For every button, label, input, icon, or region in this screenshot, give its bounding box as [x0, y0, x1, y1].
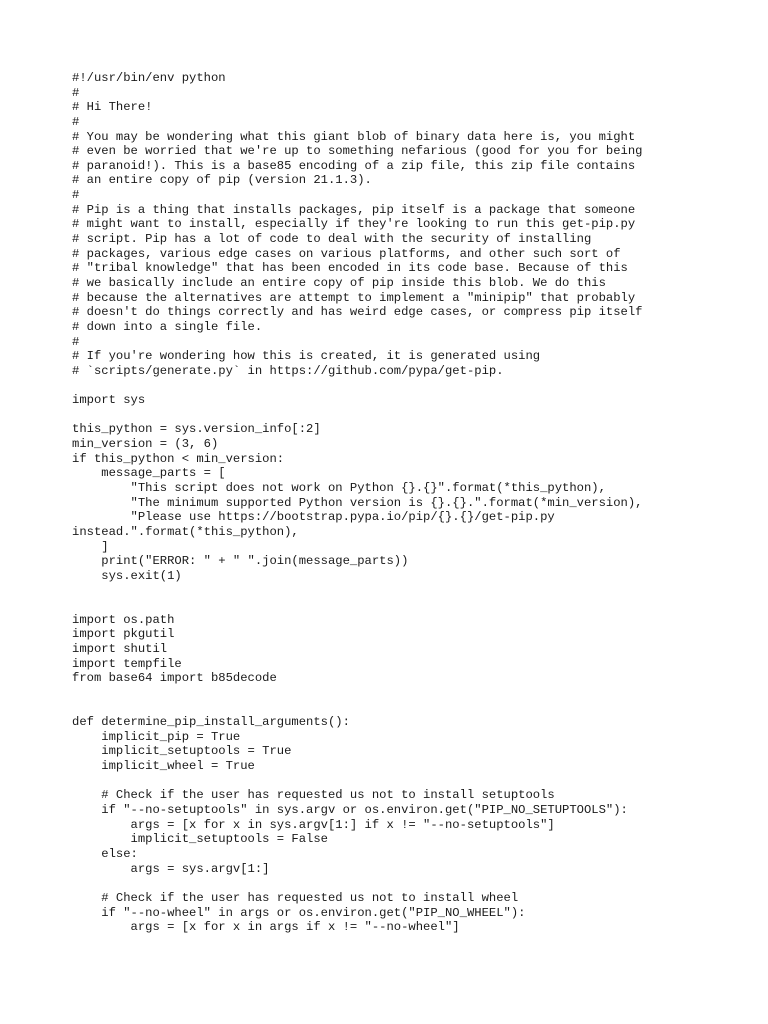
- code-line: import os.path: [72, 612, 175, 627]
- code-line: #!/usr/bin/env python: [72, 71, 226, 85]
- code-line: # script. Pip has a lot of code to deal with the security of installing: [72, 232, 592, 247]
- code-line: args = sys.argv[1:]: [72, 861, 270, 876]
- code-line: # If you're wondering how this is created, it is generated using: [72, 349, 541, 364]
- code-line: #: [72, 334, 80, 349]
- code-line: if this_python < min_version:: [72, 451, 285, 466]
- code-line: "Please use https://bootstrap.pypa.io/pip/{}.{}/get-pip.py: [72, 510, 555, 525]
- code-listing: [72, 71, 752, 935]
- code-line: message_parts = [: [72, 466, 226, 481]
- code-line: else:: [72, 846, 138, 861]
- code-line: args = [x for x in sys.argv[1:] if x != "--no-setuptools"]: [72, 817, 555, 832]
- code-line: # because the alternatives are attempt to implement a "minipip" that probably: [72, 290, 636, 305]
- code-line: # might want to install, especially if they're looking to run this get-pip.py: [72, 217, 636, 232]
- code-line: [72, 686, 752, 701]
- code-line: # Pip is a thing that installs packages, pip itself is a package that someone: [72, 202, 636, 217]
- code-line: "The minimum supported Python version is {}.{}.".format(*min_version),: [72, 495, 643, 510]
- code-line: # even be worried that we're up to something nefarious (good for you for being: [72, 144, 643, 159]
- code-line: [72, 408, 752, 423]
- code-line: # we basically include an entire copy of pip inside this blob. We do this: [72, 275, 606, 290]
- code-line: print("ERROR: " + " ".join(message_parts)): [72, 554, 409, 569]
- code-line: # an entire copy of pip (version 21.1.3).: [72, 173, 372, 188]
- code-line: "This script does not work on Python {}.{}".format(*this_python),: [72, 480, 606, 495]
- code-line: import sys: [72, 393, 146, 408]
- code-line: sys.exit(1): [72, 568, 182, 583]
- code-line: this_python = sys.version_info[:2]: [72, 422, 321, 437]
- code-line: [72, 876, 752, 891]
- code-line: # doesn't do things correctly and has weird edge cases, or compress pip itself: [72, 305, 643, 320]
- code-line: min_version = (3, 6): [72, 437, 219, 452]
- code-line: # down into a single file.: [72, 319, 263, 334]
- code-line: implicit_pip = True: [72, 729, 241, 744]
- code-line: implicit_wheel = True: [72, 759, 255, 774]
- code-line: [72, 583, 752, 598]
- code-line: args = [x for x in args if x != "--no-wheel"]: [72, 920, 460, 935]
- code-line: from base64 import b85decode: [72, 671, 277, 686]
- code-line: # You may be wondering what this giant blob of binary data here is, you might: [72, 129, 636, 144]
- code-line: # paranoid!). This is a base85 encoding of a zip file, this zip file contains: [72, 158, 636, 173]
- code-line: import tempfile: [72, 656, 182, 671]
- code-line: # `scripts/generate.py` in https://github.com/pypa/get-pip.: [72, 363, 504, 378]
- code-line: #: [72, 85, 80, 100]
- code-line: instead.".format(*this_python),: [72, 524, 299, 539]
- code-line: #: [72, 188, 80, 203]
- code-line: [72, 774, 752, 789]
- code-line: #: [72, 114, 80, 129]
- code-line: # Hi There!: [72, 100, 153, 115]
- code-line: # Check if the user has requested us not to install setuptools: [72, 788, 555, 803]
- code-line: import pkgutil: [72, 627, 175, 642]
- code-line: implicit_setuptools = True: [72, 744, 292, 759]
- code-line: import shutil: [72, 641, 168, 656]
- code-line: if "--no-wheel" in args or os.environ.get("PIP_NO_WHEEL"):: [72, 905, 526, 920]
- code-line: [72, 701, 752, 716]
- code-line: # Check if the user has requested us not to install wheel: [72, 890, 519, 905]
- code-line: def determine_pip_install_arguments():: [72, 715, 350, 730]
- code-line: ]: [72, 539, 109, 554]
- code-line: if "--no-setuptools" in sys.argv or os.environ.get("PIP_NO_SETUPTOOLS"):: [72, 803, 628, 818]
- code-line: [72, 378, 752, 393]
- code-line: # packages, various edge cases on various platforms, and other such sort of: [72, 246, 621, 261]
- code-line: # "tribal knowledge" that has been encoded in its code base. Because of this: [72, 261, 628, 276]
- code-line: [72, 598, 752, 613]
- code-line: implicit_setuptools = False: [72, 832, 328, 847]
